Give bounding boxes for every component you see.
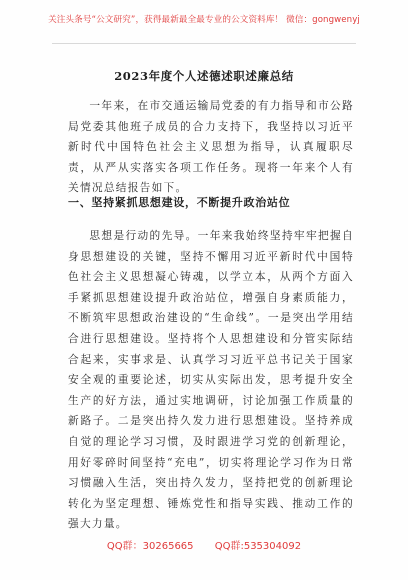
document-title: 2023年度个人述德述职述廉总结 [114,69,294,83]
footer-qq-group-2: QQ群:535304092 [214,541,302,552]
header-banner: 关注头条号“公文研究”，获得最新最全最专业的公文资料库！ 微信：gongwenyj [48,15,360,25]
footer-qq-group-1: QQ群：30265665 [106,541,194,552]
footer-contact [0,537,408,552]
section-paragraph: 思想是行动的先导。一年来我始终坚持牢牢把握自身思想建设的关键，坚持不懈用习近平新时代中国特色社会主义思想凝心铸魂，以学立本，从两个方面入手紧抓思想建设提升政治站位，增强自身素质能力，不断筑牢思想政治建设的“生命线”。一是突出学用结合进行思想建设。坚持将个人思想建设和分管实际结合起来，实事求是、认真学习习近平总书记关于国家安全观的重要论述，切实从实际出发，思考提升安全生产的好方法，通过实地调研，讨论加强工作质量的新路子。二是突出持久发力进行思想建设。坚持养成自觉的理论学习习惯，及时跟进学习党的创新理论，用好零碎时间坚持“充电”，切实将理论学习作为日常习惯融入生活，突出持久发力，坚持把党的创新理论转化为坚定理想、锤炼党性和指导实践、推动工作的强大力量。 [68,229,354,531]
section-heading: 一、坚持紧抓思想建设，不断提升政治站位 [68,196,291,209]
intro-paragraph: 一年来，在市交通运输局党委的有力指导和市公路局党委其他班子成员的合力支持下，我坚持以习近平新时代中国特色社会主义思想为指导，认真履职尽责，从严从实落实各项工作任务。现将一年来个人有关情况总结报告如下。 [68,99,354,195]
header-divider [52,43,356,44]
